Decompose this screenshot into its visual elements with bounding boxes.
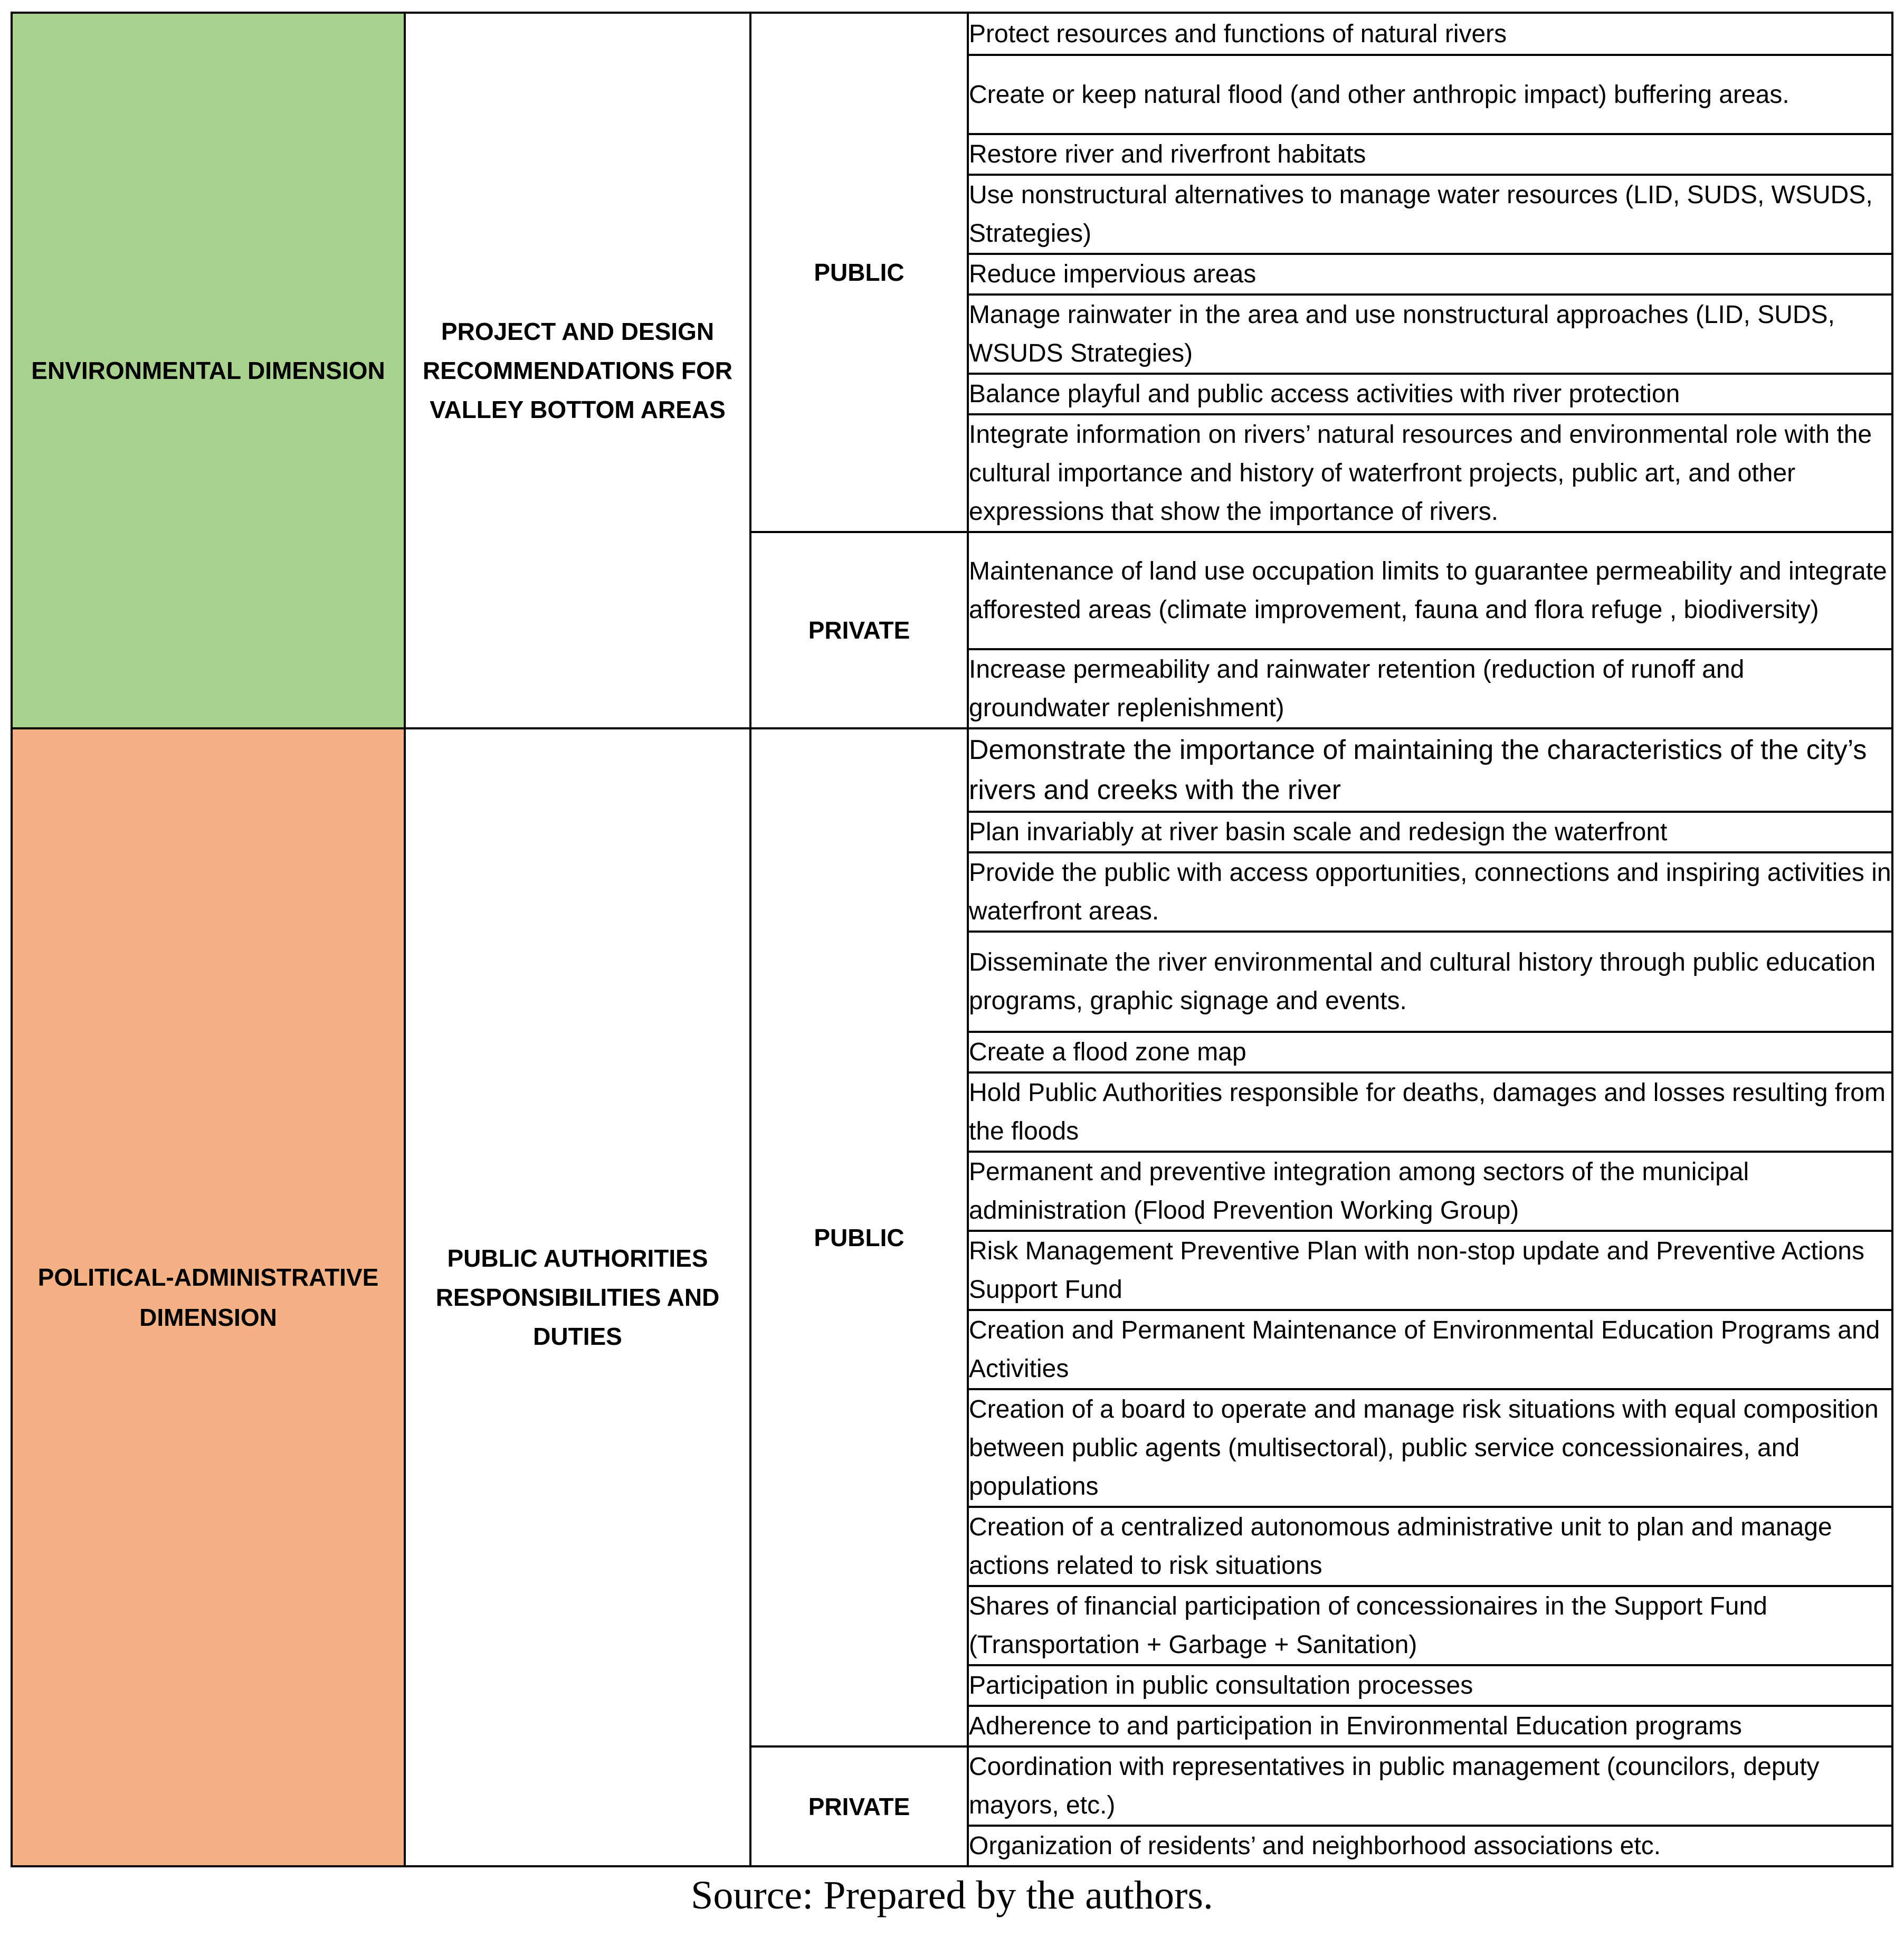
sector-label: PUBLIC (814, 1223, 905, 1251)
table-cell: Disseminate the river environmental and cultural history through public education programs, graphic signage and events. (968, 932, 1892, 1032)
table-cell: Plan invariably at river basin scale and redesign the waterfront (968, 812, 1892, 852)
dimension-label: POLITICAL-ADMINISTRATIVE DIMENSION (37, 1264, 379, 1331)
table-cell: Integrate information on rivers’ natural resources and environmental role with the cultural importance and history of waterfront projects, public art, and other expressions that show the importance of rivers. (968, 414, 1892, 532)
source-note: Source: Prepared by the authors. (691, 1873, 1213, 1917)
table-cell: Create or keep natural flood (and other anthropic impact) buffering areas. (968, 55, 1892, 134)
table-cell: Creation of a centralized autonomous administrative unit to plan and manage actions related to risk situations (968, 1507, 1892, 1586)
sector-cell-public (750, 728, 968, 1746)
table-cell: Hold Public Authorities responsible for deaths, damages and losses resulting from the floods (968, 1072, 1892, 1152)
table-cell: Permanent and preventive integration among sectors of the municipal administration (Flood Prevention Working Group) (968, 1152, 1892, 1231)
table-cell: Use nonstructural alternatives to manage water resources (LID, SUDS, WSUDS, Strategies) (968, 175, 1892, 254)
table-cell: Adherence to and participation in Environmental Education programs (968, 1706, 1892, 1746)
table-cell: Increase permeability and rainwater retention (reduction of runoff and groundwater replenishment) (968, 649, 1892, 728)
table-cell: Demonstrate the importance of maintaining the characteristics of the city’s rivers and creeks with the river (968, 728, 1892, 812)
environmental-dimension-cell (12, 13, 405, 728)
table-cell: Organization of residents’ and neighborhood associations etc. (968, 1826, 1892, 1866)
table-cell: Maintenance of land use occupation limits to guarantee permeability and integrate afforested areas (climate improvement, fauna and flora refuge , biodiversity) (968, 532, 1892, 649)
table-cell: Creation of a board to operate and manage risk situations with equal composition between public agents (multisectoral), public service concessionaires, and populations (968, 1389, 1892, 1507)
table-row (12, 13, 1892, 55)
category-cell (405, 728, 750, 1866)
category-cell (405, 13, 750, 728)
table-cell: Create a flood zone map (968, 1032, 1892, 1072)
table-cell: Shares of financial participation of concessionaires in the Support Fund (Transportation + Garbage + Sanitation) (968, 1586, 1892, 1665)
sector-cell-private (750, 532, 968, 728)
table-cell: Restore river and riverfront habitats (968, 134, 1892, 175)
sector-cell-private (750, 1746, 968, 1866)
table-cell: Risk Management Preventive Plan with non-stop update and Preventive Actions Support Fund (968, 1231, 1892, 1310)
table-cell: Manage rainwater in the area and use nonstructural approaches (LID, SUDS, WSUDS Strategies) (968, 295, 1892, 374)
category-label: PROJECT AND DESIGN RECOMMENDATIONS FOR VALLEY BOTTOM AREAS (423, 318, 732, 423)
sector-label: PRIVATE (808, 1792, 910, 1820)
table-cell: Creation and Permanent Maintenance of Environmental Education Programs and Activities (968, 1310, 1892, 1389)
sector-label: PUBLIC (814, 259, 905, 286)
table-row (12, 728, 1892, 812)
table-cell: Participation in public consultation processes (968, 1665, 1892, 1706)
table-cell: Balance playful and public access activities with river protection (968, 374, 1892, 414)
dimension-label: ENVIRONMENTAL DIMENSION (31, 357, 385, 384)
table-cell: Protect resources and functions of natural rivers (968, 13, 1892, 55)
table-cell: Reduce impervious areas (968, 254, 1892, 295)
recommendations-table (11, 12, 1893, 1867)
category-label: PUBLIC AUTHORITIES RESPONSIBILITIES AND DUTIES (435, 1245, 720, 1350)
table-cell: Provide the public with access opportunities, connections and inspiring activities in waterfront areas. (968, 852, 1892, 932)
table-cell: Coordination with representatives in public management (councilors, deputy mayors, etc.) (968, 1746, 1892, 1826)
sector-label: PRIVATE (808, 616, 910, 644)
political-administrative-dimension-cell (12, 728, 405, 1866)
sector-cell-public (750, 13, 968, 532)
